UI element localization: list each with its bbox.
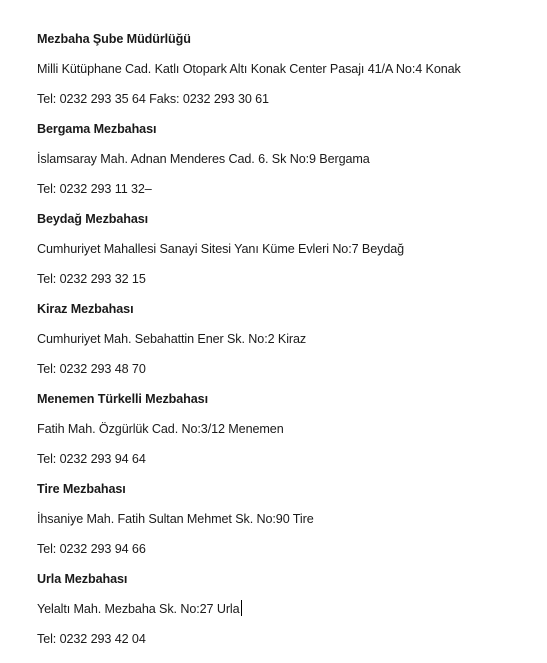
section-heading: Beydağ Mezbahası: [37, 212, 149, 226]
section-heading: Mezbaha Şube Müdürlüğü: [37, 32, 191, 46]
address-line: İhsaniye Mah. Fatih Sultan Mehmet Sk. No:90 Tire: [37, 512, 314, 526]
document-body[interactable]: [37, 30, 537, 660]
phone-line: Tel: 0232 293 94 66: [37, 542, 146, 556]
section-heading: Bergama Mezbahası: [37, 122, 157, 136]
address-text: Yelaltı Mah. Mezbaha Sk. No:27 Urla: [37, 602, 240, 616]
phone-line: Tel: 0232 293 35 64 Faks: 0232 293 30 61: [37, 92, 269, 106]
section-heading: Menemen Türkelli Mezbahası: [37, 392, 208, 406]
phone-line: Tel: 0232 293 94 64: [37, 452, 146, 466]
phone-line: Tel: 0232 293 11 32–: [37, 182, 152, 196]
phone-line: Tel: 0232 293 48 70: [37, 362, 146, 376]
address-line-with-cursor[interactable]: [37, 600, 537, 630]
address-line: Cumhuriyet Mah. Sebahattin Ener Sk. No:2 Kiraz: [37, 332, 307, 346]
phone-line: Tel: 0232 293 42 04: [37, 632, 146, 646]
section-heading: Kiraz Mezbahası: [37, 302, 134, 316]
text-cursor: [241, 600, 242, 616]
address-line: Cumhuriyet Mahallesi Sanayi Sitesi Yanı Küme Evleri No:7 Beydağ: [37, 242, 405, 256]
section-heading: Tire Mezbahası: [37, 482, 126, 496]
phone-line: Tel: 0232 293 32 15: [37, 272, 146, 286]
address-line: Milli Kütüphane Cad. Katlı Otopark Altı Konak Center Pasajı 41/A No:4 Konak: [37, 62, 461, 76]
address-line: Fatih Mah. Özgürlük Cad. No:3/12 Menemen: [37, 422, 284, 436]
section-heading: Urla Mezbahası: [37, 572, 128, 586]
address-line: İslamsaray Mah. Adnan Menderes Cad. 6. Sk No:9 Bergama: [37, 152, 370, 166]
